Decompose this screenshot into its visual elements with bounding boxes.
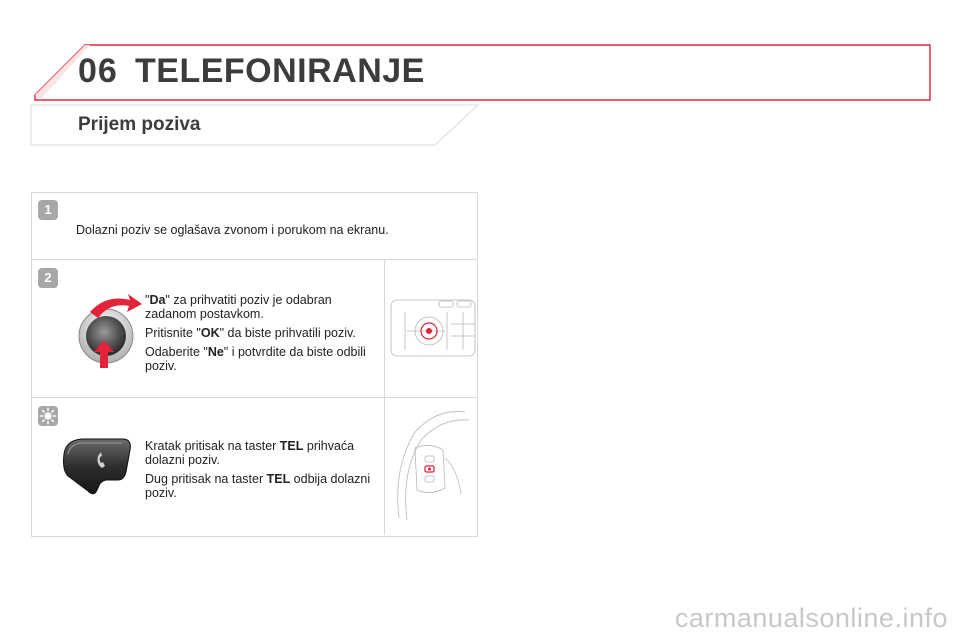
steering-wheel-illustration bbox=[385, 398, 477, 535]
tip-sun-icon bbox=[38, 406, 58, 426]
step-badge: 1 bbox=[38, 200, 58, 220]
reject-option-label: Ne bbox=[207, 345, 224, 359]
default-option-label: Da bbox=[149, 293, 166, 307]
rotary-knob-icon bbox=[72, 290, 152, 375]
tel-label: TEL bbox=[279, 439, 304, 453]
steering-wheel-image bbox=[384, 398, 477, 535]
dashboard-controls-illustration bbox=[385, 260, 477, 397]
step-3-line-2: Dug pritisak na taster TEL odbija dolazni poziv. bbox=[145, 472, 371, 500]
step-3-line-1: Kratak pritisak na taster TEL prihvaća dolazni poziv. bbox=[145, 439, 355, 467]
control-panel-image bbox=[384, 260, 477, 397]
step-2-box bbox=[31, 259, 478, 399]
step-1-text: Dolazni poziv se oglašava zvonom i porukom na ekranu. bbox=[76, 223, 389, 237]
chapter-title: TELEFONIRANJE bbox=[135, 52, 425, 90]
ok-label: OK bbox=[200, 326, 220, 340]
step-2-line-2: Pritisnite "OK" da biste prihvatili poziv. bbox=[145, 326, 356, 340]
chapter-number: 06 bbox=[78, 52, 118, 90]
step-2-text bbox=[145, 293, 385, 378]
tel-label: TEL bbox=[266, 472, 291, 486]
step-3-box bbox=[31, 397, 478, 537]
step-3-text bbox=[145, 439, 385, 505]
step-badge: 2 bbox=[38, 268, 58, 288]
tel-button-icon bbox=[60, 436, 132, 496]
step-badge bbox=[38, 406, 58, 426]
step-1-box bbox=[31, 192, 478, 261]
step-2-line-1: "Da" za prihvatiti poziv je odabran zadanom postavkom. bbox=[145, 293, 332, 321]
watermark: carmanualsonline.info bbox=[674, 603, 948, 633]
step-2-line-3: Odaberite "Ne" i potvrdite da biste odbili poziv. bbox=[145, 345, 366, 373]
section-title: Prijem poziva bbox=[78, 114, 201, 135]
